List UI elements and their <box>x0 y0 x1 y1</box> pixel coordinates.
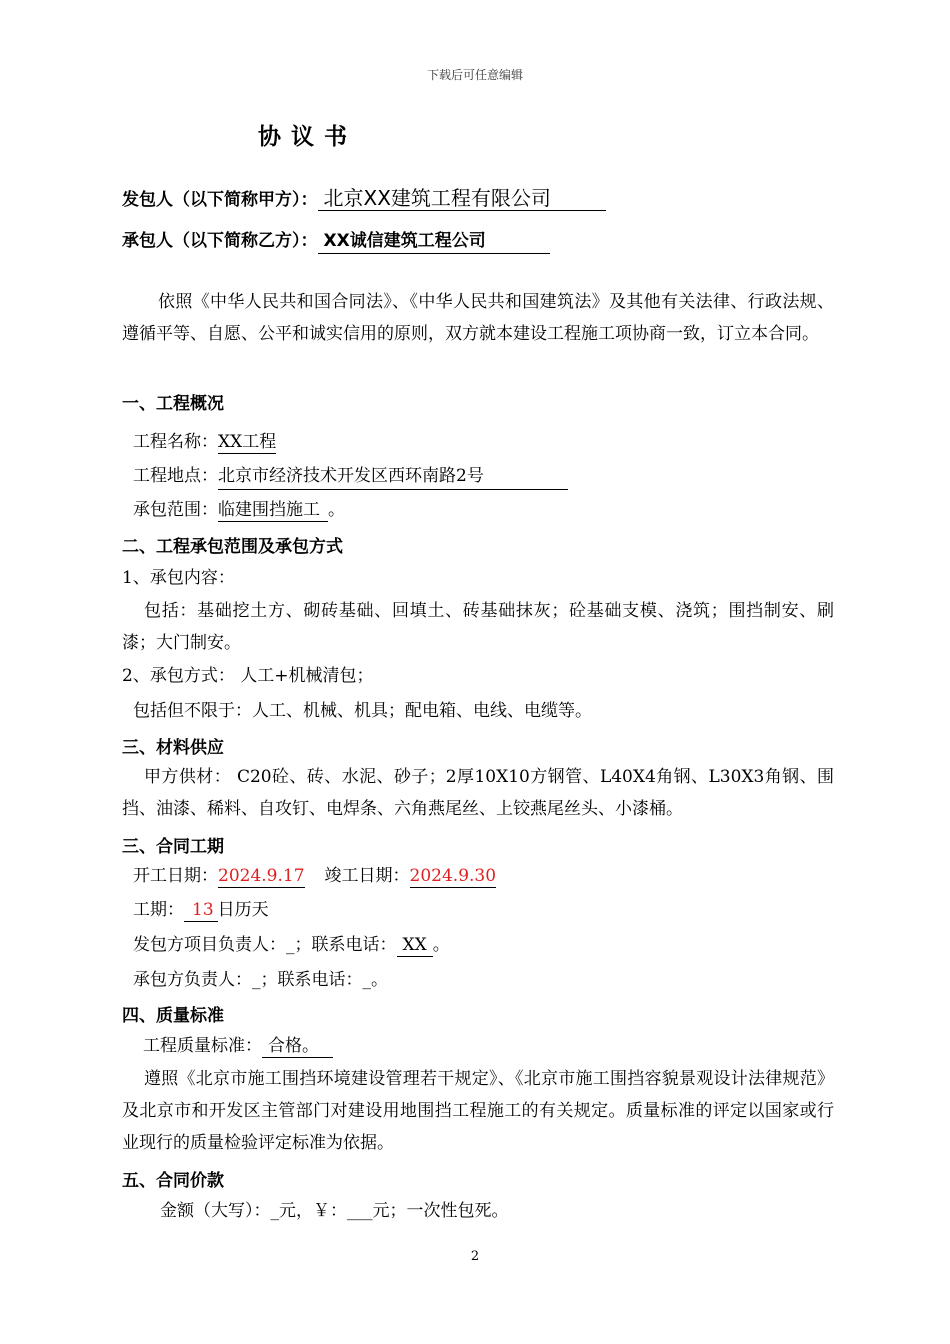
project-site-value: 北京市经济技术开发区西环南路2号 <box>218 464 568 490</box>
amount-mid: 元，￥： <box>279 1201 347 1221</box>
employer-phone: XX <box>397 935 433 957</box>
document-title: 协议书 <box>258 124 357 150</box>
section1-heading: 一、工程概况 <box>122 394 224 414</box>
dates-line <box>133 864 496 888</box>
page-number: 2 <box>470 1249 480 1264</box>
contract-content-label: 1、承包内容： <box>122 568 235 588</box>
employer-end: 。 <box>432 935 450 955</box>
quality-standard-line <box>143 1034 333 1058</box>
amount-end: 元；一次性包死。 <box>372 1201 509 1221</box>
project-scope-line <box>133 498 345 522</box>
period-unit: 日历天 <box>217 900 269 920</box>
section2-heading: 二、工程承包范围及承包方式 <box>122 537 343 557</box>
period-label: 工期： <box>133 900 184 920</box>
project-site-label: 工程地点： <box>133 466 218 486</box>
project-name-label: 工程名称： <box>133 432 218 452</box>
section5-heading: 五、合同价款 <box>122 1171 224 1191</box>
intro-paragraph: 依照《中华人民共和国合同法》、《中华人民共和国建筑法》及其他有关法律、行政法规、遵循平等、自愿、公平和诚实信用的原则，双方就本建设工程施工项协商一致，订立本合同。 <box>122 292 834 344</box>
project-name-value: XX工程 <box>218 432 277 452</box>
section3-heading: 三、材料供应 <box>122 738 224 758</box>
quality-standard-label: 工程质量标准： <box>143 1036 262 1056</box>
contract-includes-line: 包括但不限于：人工、机械、机具；配电箱、电线、电缆等。 <box>133 701 592 721</box>
quality-text: 遵照《北京市施工围挡环境建设管理若干规定》、《北京市施工围挡容貌景观设计法律规范》及北京市和开发区主管部门对建设用地围挡工程施工的有关规定。质量标准的评定以国家或行业现行的质量检验评定标准为依据。 <box>122 1069 834 1153</box>
amount-label: 金额（大写）： <box>160 1201 271 1221</box>
period-value: 13 <box>184 900 218 922</box>
end-date-label: 竣工日期： <box>324 866 410 886</box>
project-site-line <box>133 464 568 490</box>
employer-rep-line <box>133 933 450 957</box>
project-name-line <box>133 430 276 454</box>
contract-method-line: 2、承包方式： 人工+机械清包； <box>122 666 374 686</box>
party-a-value: 北京XX建筑工程有限公司 <box>318 187 606 211</box>
employer-rep-label: 发包方项目负责人：_；联系电话： <box>133 935 397 955</box>
header-note: 下载后可任意编辑 <box>426 68 523 82</box>
party-b-line <box>122 226 550 254</box>
section3b-heading: 三、合同工期 <box>122 837 224 857</box>
end-date-value: 2024.9.30 <box>409 866 497 886</box>
party-a-label: 发包人（以下简称甲方）： <box>122 190 318 210</box>
party-a-line <box>122 185 606 211</box>
party-b-value: XX诚信建筑工程公司 <box>318 230 550 254</box>
project-scope-label: 承包范围： <box>133 500 218 520</box>
quality-standard-value: 合格。 <box>262 1036 333 1058</box>
materials-text: 甲方供材： C20砼、砖、水泥、砂子；2厚10X10方钢管、L40X4角钢、L30X3角钢、围挡、油漆、稀料、自攻钉、电焊条、六角燕尾丝、上铰燕尾丝头、小漆桶。 <box>122 767 834 819</box>
period-line <box>133 898 269 922</box>
amount-blank-2: ___ <box>347 1201 373 1221</box>
project-scope-end: 。 <box>328 500 345 520</box>
contract-content-text: 包括：基础挖土方、砌砖基础、回填土、砖基础抹灰；砼基础支模、浇筑；围挡制安、刷漆；大门制安。 <box>122 601 834 653</box>
party-b-label: 承包人（以下简称乙方）： <box>122 231 318 251</box>
amount-line <box>160 1199 509 1223</box>
start-date-label: 开工日期： <box>133 866 218 886</box>
amount-blank: _ <box>270 1201 279 1221</box>
contractor-rep-line: 承包方负责人：_；联系电话：_。 <box>133 970 388 990</box>
section4-heading: 四、质量标准 <box>122 1006 224 1026</box>
project-scope-value: 临建围挡施工 <box>218 500 328 522</box>
start-date-value: 2024.9.17 <box>218 866 305 886</box>
